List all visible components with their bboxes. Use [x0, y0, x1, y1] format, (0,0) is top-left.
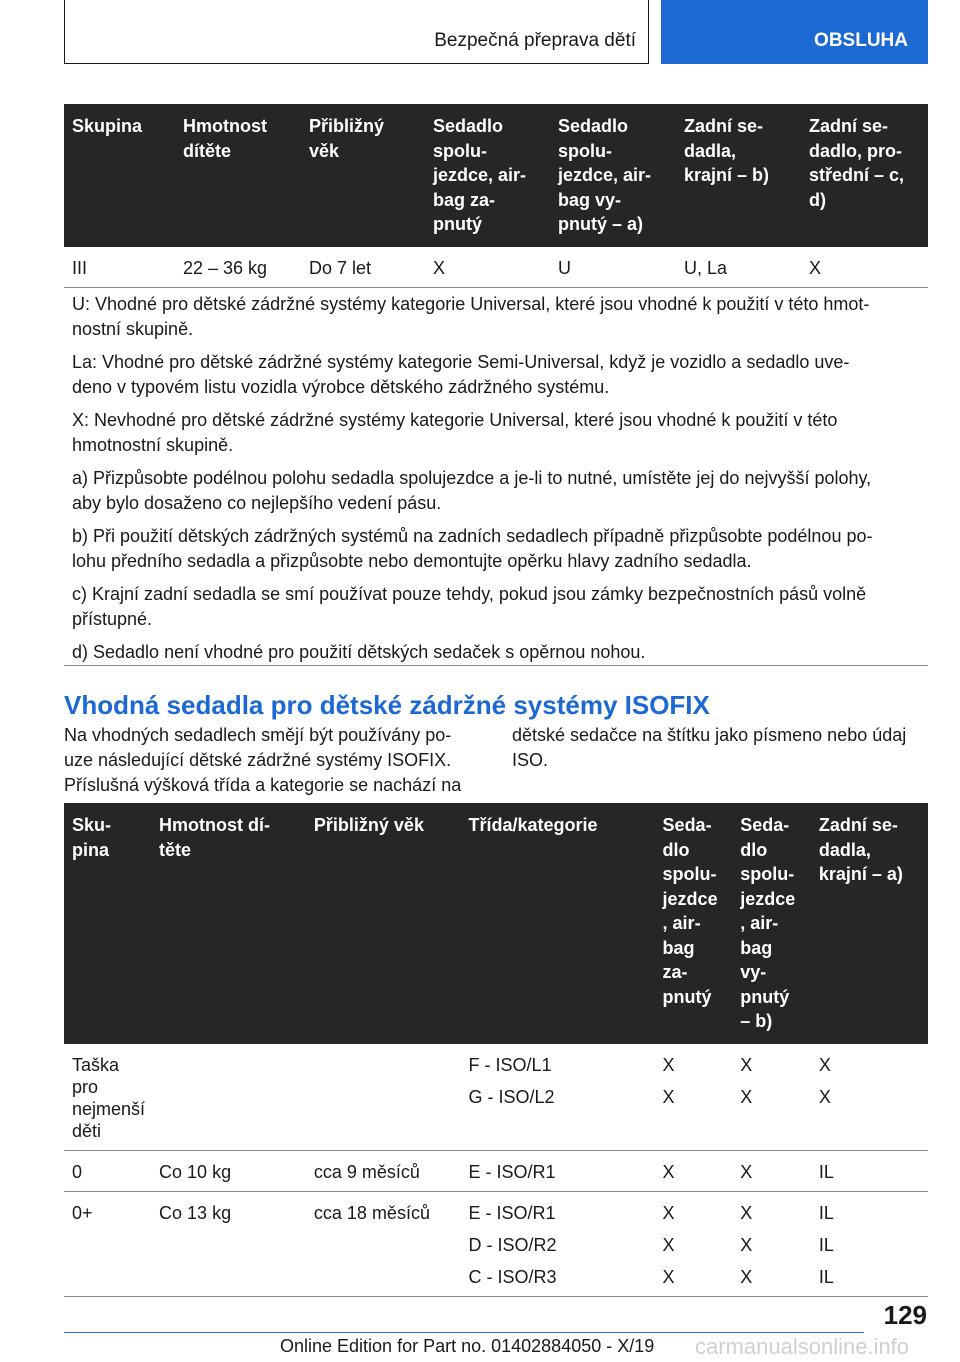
text-line: spolu-: [662, 864, 717, 884]
text-line: X: [818, 1086, 831, 1107]
table-notes: [64, 292, 928, 673]
column-header: [151, 803, 306, 1044]
footer-divider: [64, 1332, 864, 1333]
text-line: Zadní se-: [818, 815, 898, 835]
text-line: 0: [72, 1161, 83, 1182]
column-header: [732, 803, 811, 1044]
page-header: [64, 0, 928, 64]
text-line: X: [740, 1266, 753, 1287]
text-line: přístupné.: [72, 609, 153, 629]
text-line: Třída/kategorie: [468, 815, 598, 835]
text-line: X: [662, 1202, 675, 1223]
text-line: spolu-: [740, 864, 795, 884]
text-line: aby bylo dosaženo co nejlepšího vedení pásu.: [72, 493, 442, 513]
text-line: uze následující dětské zádržné systémy ISOFIX.: [64, 750, 452, 770]
text-line: X: [662, 1054, 675, 1075]
table-cell: [151, 1191, 306, 1296]
section-header-box: [64, 0, 649, 64]
table-cell: [655, 1191, 733, 1296]
text-line: Hmotnost dí-: [159, 815, 271, 835]
page-number: 129: [883, 1300, 927, 1330]
text-line: vy-: [740, 962, 767, 982]
text-line: 0+: [72, 1202, 93, 1223]
text-line: dadlo, pro-: [809, 140, 902, 161]
text-line: krajní – b): [684, 165, 770, 185]
text-line: X: [740, 1234, 753, 1255]
text-line: za-: [662, 962, 688, 982]
table-cell: [460, 1044, 654, 1151]
text-line: bag: [662, 937, 695, 958]
text-line: E - ISO/R1: [468, 1202, 556, 1223]
text-line: U: Vhodné pro dětské zádržné systémy kategorie Universal, které jsou vhodné k použití v této hmot-: [72, 294, 870, 314]
table-cell: [64, 1150, 151, 1191]
table-cell: [811, 1044, 928, 1151]
text-line: bag za-: [433, 189, 496, 210]
text-line: bag: [740, 937, 773, 958]
text-line: dlo: [740, 839, 768, 860]
note-paragraph: [72, 582, 928, 632]
column-header: [425, 104, 550, 247]
column-header: [306, 803, 461, 1044]
column-header: [64, 104, 175, 247]
text-line: deno v typovém listu vozidla výrobce dětského zádržného systému.: [72, 377, 610, 397]
text-line: La: Vhodné pro dětské zádržné systémy kategorie Semi-Universal, když je vozidlo a sedadlo uve-: [72, 352, 850, 372]
table-cell: 22 – 36 kg: [175, 247, 301, 288]
text-line: pina: [72, 839, 110, 860]
text-line: pnutý – a): [558, 214, 644, 234]
note-paragraph: [72, 292, 928, 342]
text-line: Co 10 kg: [159, 1161, 232, 1182]
watermark: carmanualsonline.info: [695, 1334, 910, 1359]
text-line: F - ISO/L1: [468, 1054, 552, 1075]
text-line: X: [740, 1054, 753, 1075]
text-line: střední – c,: [809, 165, 905, 185]
table-row: [64, 1150, 928, 1191]
intro-text-right: [512, 723, 932, 773]
text-line: Skupina: [72, 116, 143, 136]
table-cell: [460, 1191, 654, 1296]
table-header-row: [64, 803, 928, 1044]
table-cell: U, La: [676, 247, 801, 288]
text-line: d) Sedadlo není vhodné pro použití dětských sedaček s opěrnou nohou.: [72, 642, 646, 662]
note-paragraph: [72, 350, 928, 400]
column-header: [676, 104, 801, 247]
note-paragraph: [72, 640, 928, 665]
text-line: Seda-: [740, 815, 790, 835]
chapter-tab: [661, 0, 928, 64]
column-header: [811, 803, 928, 1044]
text-line: nostní skupině.: [72, 319, 194, 339]
note-paragraph: [72, 524, 928, 574]
column-header: [64, 803, 151, 1044]
table-cell: Do 7 let: [301, 247, 425, 288]
text-line: jezdce: [662, 888, 718, 909]
table-cell: [732, 1191, 811, 1296]
text-line: b) Při použití dětských zádržných systémů na zadních sedadlech případně přizpůsobte podélnou po-: [72, 526, 873, 546]
text-line: Na vhodných sedadlech smějí být používány po-: [64, 725, 452, 745]
text-line: D - ISO/R2: [468, 1234, 557, 1255]
table-body: [64, 1044, 928, 1297]
text-line: IL: [818, 1202, 834, 1223]
text-line: těte: [159, 839, 192, 860]
table-cell: [64, 1044, 151, 1151]
seat-suitability-table: [64, 104, 928, 288]
note-paragraph: [72, 408, 928, 458]
text-line: X: [740, 1086, 753, 1107]
table-cell: U: [550, 247, 676, 288]
text-line: Přibližný věk: [313, 815, 424, 835]
chapter-title: OBSLUHA: [814, 30, 908, 51]
table-body: [64, 247, 928, 288]
text-line: X: [740, 1161, 753, 1182]
text-line: cca 9 měsíců: [313, 1161, 420, 1182]
table-cell: [306, 1191, 461, 1296]
text-line: Sedadlo: [433, 116, 504, 136]
note-paragraph: [72, 466, 928, 516]
table-cell: X: [801, 247, 928, 288]
table-cell: [460, 1150, 654, 1191]
table-header-row: [64, 104, 928, 247]
text-line: Sedadlo: [558, 116, 629, 136]
text-line: X: [740, 1202, 753, 1223]
text-line: , air-: [662, 913, 701, 933]
table-cell: [151, 1044, 306, 1151]
divider: [64, 665, 928, 666]
text-line: X: [818, 1054, 831, 1075]
text-line: E - ISO/R1: [468, 1161, 556, 1182]
text-line: Zadní se-: [809, 116, 889, 136]
text-line: X: [662, 1086, 675, 1107]
text-line: – b): [740, 1011, 773, 1031]
text-line: X: [662, 1161, 675, 1182]
text-line: Co 13 kg: [159, 1202, 232, 1223]
text-line: X: [662, 1266, 675, 1287]
text-line: dítěte: [183, 140, 232, 161]
text-line: a) Přizpůsobte podélnou polohu sedadla spolujezdce a je-li to nutné, umístěte jej do nejvyšší polohy,: [72, 468, 872, 488]
table-cell: [732, 1044, 811, 1151]
text-line: dětské sedačce na štítku jako písmeno nebo údaj: [512, 725, 907, 745]
text-line: Taška pro nejmenší děti: [72, 1054, 146, 1141]
text-line: Přibližný: [309, 116, 385, 136]
table-cell: [732, 1150, 811, 1191]
table-cell: [306, 1150, 461, 1191]
text-line: d): [809, 189, 826, 210]
text-line: bag vy-: [558, 189, 622, 210]
text-line: IL: [818, 1161, 834, 1182]
table-cell: X: [425, 247, 550, 288]
isofix-table: [64, 803, 928, 1297]
text-line: hmotnostní skupině.: [72, 435, 234, 455]
text-line: Zadní se-: [684, 116, 764, 136]
text-line: jezdce: [740, 888, 796, 909]
table-cell: [655, 1044, 733, 1151]
table-cell: [306, 1044, 461, 1151]
text-line: X: [662, 1234, 675, 1255]
text-line: Seda-: [662, 815, 712, 835]
text-line: C - ISO/R3: [468, 1266, 557, 1287]
text-line: věk: [309, 140, 340, 161]
text-line: jezdce, air-: [433, 165, 527, 185]
text-line: cca 18 měsíců: [313, 1202, 430, 1223]
table-cell: [811, 1150, 928, 1191]
table-row: [64, 247, 928, 288]
text-line: Hmotnost: [183, 116, 267, 136]
text-line: c) Krajní zadní sedadla se smí používat pouze tehdy, pokud jsou zámky bezpečnostních pásů volně: [72, 584, 867, 604]
edition-text: Online Edition for Part no. 01402884050 - X/19: [280, 1336, 655, 1356]
text-line: pnutý: [662, 986, 712, 1007]
column-header: [550, 104, 676, 247]
text-line: X: Nevhodné pro dětské zádržné systémy kategorie Universal, které jsou vhodné k použití v této: [72, 410, 838, 430]
table-cell: [64, 1191, 151, 1296]
table-cell: [811, 1191, 928, 1296]
column-header: [301, 104, 425, 247]
table-row: [64, 1191, 928, 1296]
text-line: dadla,: [684, 140, 737, 161]
section-title: Bezpečná přeprava dětí: [434, 30, 636, 51]
text-line: IL: [818, 1266, 834, 1287]
text-line: dlo: [662, 839, 690, 860]
text-line: IL: [818, 1234, 834, 1255]
text-line: spolu-: [433, 140, 487, 161]
text-line: , air-: [740, 913, 779, 933]
text-line: Příslušná výšková třída a kategorie se nachází na: [64, 775, 462, 795]
text-line: krajní – a): [818, 864, 903, 884]
text-line: lohu předního sedadla a přizpůsobte nebo demontujte opěrku hlavy zadního sedadla.: [72, 551, 752, 571]
section-heading: Vhodná sedadla pro dětské zádržné systémy ISOFIX: [64, 690, 710, 720]
table-cell: III: [64, 247, 175, 288]
column-header: [655, 803, 733, 1044]
column-header: [460, 803, 654, 1044]
table-cell: [655, 1150, 733, 1191]
column-header: [175, 104, 301, 247]
table-cell: [151, 1150, 306, 1191]
text-line: ISO.: [512, 750, 549, 770]
text-line: pnutý: [740, 986, 790, 1007]
text-line: dadla,: [818, 839, 871, 860]
table-row: [64, 1044, 928, 1151]
intro-text-left: [64, 723, 480, 798]
text-line: jezdce, air-: [558, 165, 652, 185]
text-line: G - ISO/L2: [468, 1086, 555, 1107]
text-line: Sku-: [72, 815, 112, 835]
column-header: [801, 104, 928, 247]
text-line: pnutý: [433, 214, 482, 234]
text-line: spolu-: [558, 140, 612, 161]
